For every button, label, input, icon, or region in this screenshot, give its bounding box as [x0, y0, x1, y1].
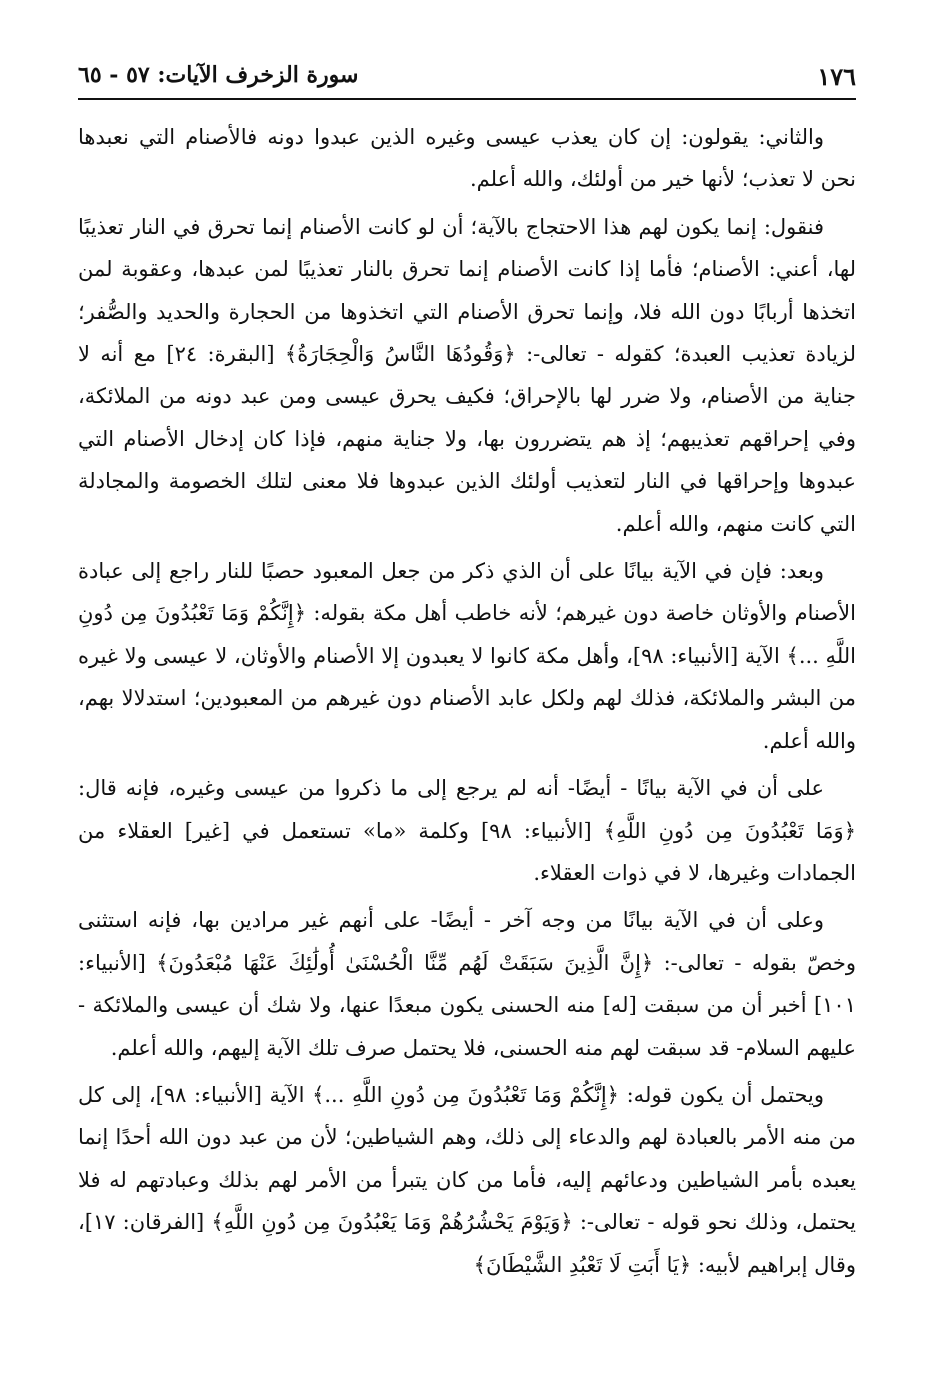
paragraph: على أن في الآية بيانًا - أيضًا- أنه لم يرجع إلى ما ذكروا من عيسى وغيره، فإنه قال: ﴿وَمَا تَعْبُدُونَ مِن دُونِ اللَّهِ﴾ [الأنبياء: ٩٨] وكلمة «ما» تستعمل في [غير] العقلاء من الجمادات وغيرها، لا في ذوات العقلاء.	[78, 776, 856, 885]
running-title: سورة الزخرف الآيات: ٥٧ - ٦٥	[78, 62, 359, 88]
paragraph: والثاني: يقولون: إن كان يعذب عيسى وغيره الذين عبدوا دونه فالأصنام التي نعبدها نحن لا تعذب؛ لأنها خير من أولئك، والله أعلم.	[78, 125, 856, 192]
paragraph: وبعد: فإن في الآية بيانًا على أن الذي ذكر من جعل المعبود حصبًا للنار راجع إلى عبادة الأصنام والأوثان خاصة دون غيرهم؛ لأنه خاطب أهل مكة بقوله: ﴿إِنَّكُمْ وَمَا تَعْبُدُونَ مِن دُونِ اللَّهِ ...﴾ الآية [الأنبياء: ٩٨]، وأهل مكة كانوا لا يعبدون إلا الأصنام والأوثان، لا عيسى ولا غيره من البشر والملائكة، فذلك لهم ولكل عابد الأصنام دون غيرهم من المعبودين؛ استدلالا بهم، والله أعلم.	[78, 559, 857, 753]
page-header	[78, 58, 856, 100]
paragraph: وعلى أن في الآية بيانًا من وجه آخر - أيضًا- على أنهم غير مرادين بها، فإنه استثنى وخصّ بقوله - تعالى-: ﴿إِنَّ الَّذِينَ سَبَقَتْ لَهُم مِّنَّا الْحُسْنَىٰ أُولَٰئِكَ عَنْهَا مُبْعَدُونَ﴾ [الأنبياء: ١٠١] أخبر أن من سبقت [له] منه الحسنى يكون مبعدًا عنها، ولا شك أن عيسى والملائكة - عليهم السلام- قد سبقت لهم منه الحسنى، فلا يحتمل صرف تلك الآية إليهم، والله أعلم.	[78, 908, 856, 1060]
paragraph: ويحتمل أن يكون قوله: ﴿إِنَّكُمْ وَمَا تَعْبُدُونَ مِن دُونِ اللَّهِ ...﴾ الآية [الأنبياء: ٩٨]، إلى كل من منه الأمر بالعبادة لهم والدعاء إلى ذلك، وهم الشياطين؛ لأن من عبد دون الله أحدًا إنما يعبده بأمر الشياطين ودعائهم إليه، فأما من كان يتبرأ من الأمر لهم بذلك وعبادتهم له فلا يحتمل، وذلك نحو قوله - تعالى-: ﴿وَيَوْمَ يَحْشُرُهُمْ وَمَا يَعْبُدُونَ مِن دُونِ اللَّهِ﴾ [الفرقان: ١٧]، وقال إبراهيم لأبيه: ﴿يَا أَبَتِ لَا تَعْبُدِ الشَّيْطَانَ﴾	[78, 1082, 856, 1277]
page-number: ١٧٦	[817, 62, 856, 91]
body-text	[78, 116, 856, 1291]
paragraph: فنقول: إنما يكون لهم هذا الاحتجاج بالآية؛ أن لو كانت الأصنام إنما تحرق في النار تعذيبًا لها، أعني: الأصنام؛ فأما إذا كانت الأصنام إنما تحرق بالنار تعذيبًا لمن عبدها، وعقوبة لمن اتخذها أربابًا دون الله فلا، وإنما تحرق الأصنام التي اتخذوها من الحجارة والحديد والصُّفر؛ لزيادة تعذيب العبدة؛ كقوله - تعالى-: ﴿وَقُودُهَا النَّاسُ وَالْحِجَارَةُ﴾ [البقرة: ٢٤] مع أنه لا جناية من الأصنام، ولا ضرر لها بالإحراق؛ فكيف يحرق عيسى ومن عبد دونه من الملائكة، وفي إحراقهم تعذيبهم؛ إذ هم يتضررون بها، ولا جناية منهم، فإذا كان إدخال الأصنام التي عبدوها وإحراقها في النار لتعذيب أولئك الذين عبدوها فلا معنى لتلك الخصومة والمجادلة التي كانت منهم، والله أعلم.	[78, 214, 856, 536]
